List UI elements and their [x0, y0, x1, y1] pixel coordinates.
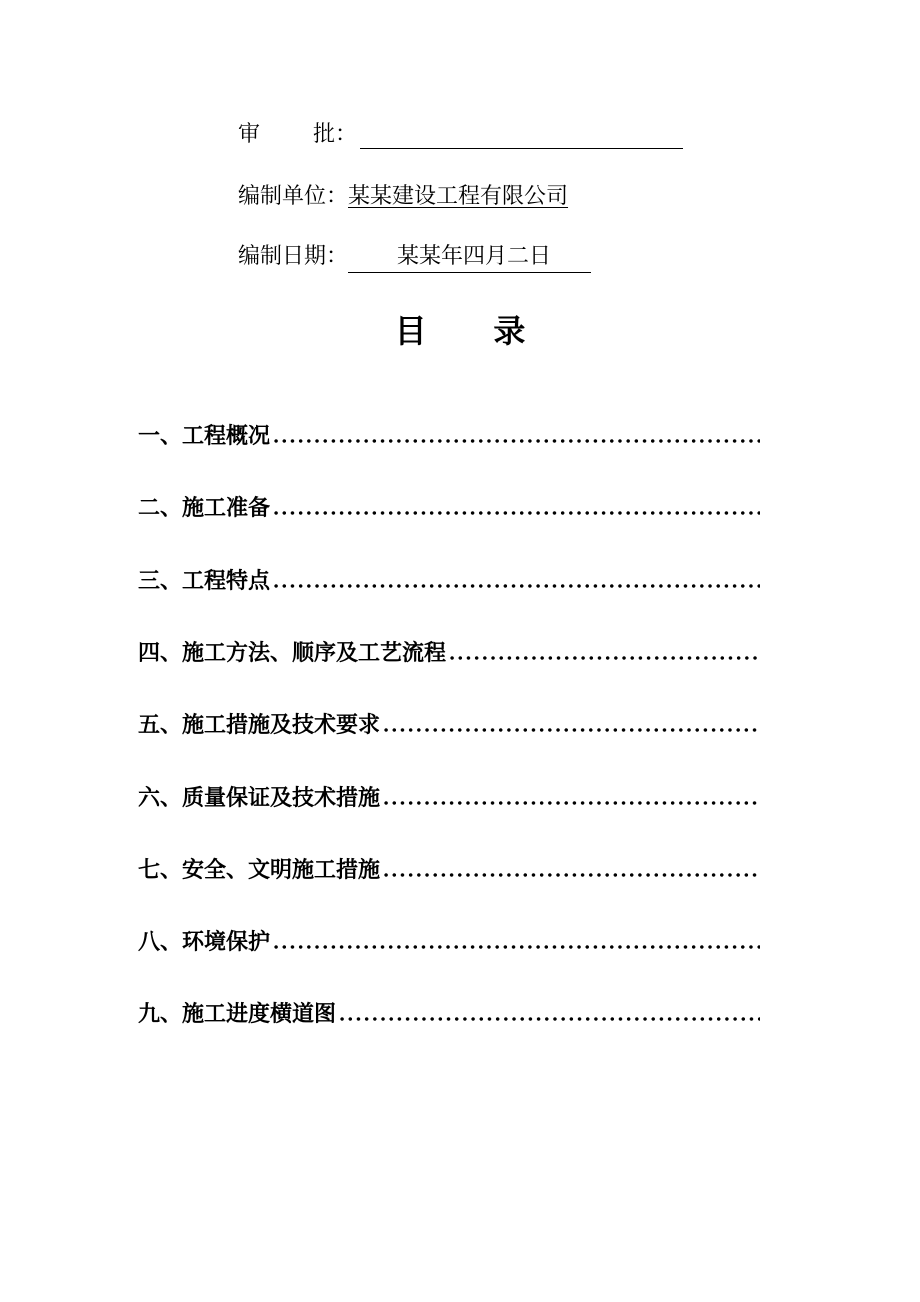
- toc-item-label: 九、施工进度横道图: [138, 1002, 337, 1027]
- toc-item-4[interactable]: [138, 638, 760, 670]
- compile-date-row: [238, 242, 591, 272]
- toc-leader-dots: [272, 584, 760, 588]
- compile-unit-value: 某某建设工程有限公司: [348, 184, 569, 209]
- compile-date-label: 编制日期：: [238, 244, 349, 269]
- toc-item-7[interactable]: [138, 855, 760, 887]
- toc-leader-dots: [272, 945, 760, 949]
- toc-title: 目 录: [394, 312, 526, 350]
- compile-unit-row: [238, 182, 568, 212]
- approval-signature-field[interactable]: [360, 126, 683, 149]
- toc-leader-dots: [338, 1017, 760, 1021]
- approval-row: [238, 120, 357, 150]
- toc-item-8[interactable]: [138, 927, 760, 959]
- toc-leader-dots: [448, 656, 760, 660]
- toc-item-3[interactable]: [138, 566, 760, 598]
- toc-item-label: 五、施工措施及技术要求: [138, 713, 381, 738]
- toc-item-label: 六、质量保证及技术措施: [138, 786, 381, 811]
- toc-item-label: 八、环境保护: [138, 930, 271, 955]
- toc-item-9[interactable]: [138, 999, 760, 1031]
- toc-item-label: 一、工程概况: [138, 424, 271, 449]
- toc-leader-dots: [382, 728, 760, 732]
- toc-item-1[interactable]: [138, 421, 760, 453]
- toc-item-label: 四、施工方法、顺序及工艺流程: [138, 641, 447, 666]
- toc-item-6[interactable]: [138, 783, 760, 815]
- toc-item-2[interactable]: [138, 493, 760, 525]
- approval-label-char2: 批：: [313, 122, 358, 147]
- compile-unit-label: 编制单位：: [238, 184, 349, 209]
- toc-item-5[interactable]: [138, 710, 760, 742]
- toc-leader-dots: [272, 439, 760, 443]
- toc-item-label: 七、安全、文明施工措施: [138, 858, 381, 883]
- toc-leader-dots: [382, 873, 760, 877]
- toc-leader-dots: [382, 801, 760, 805]
- toc-item-label: 三、工程特点: [138, 569, 271, 594]
- toc-item-label: 二、施工准备: [138, 496, 271, 521]
- compile-date-field: [348, 242, 591, 273]
- approval-label-char1: 审: [238, 122, 261, 147]
- compile-date-value: 某某年四月二日: [397, 244, 552, 269]
- toc-leader-dots: [272, 511, 760, 515]
